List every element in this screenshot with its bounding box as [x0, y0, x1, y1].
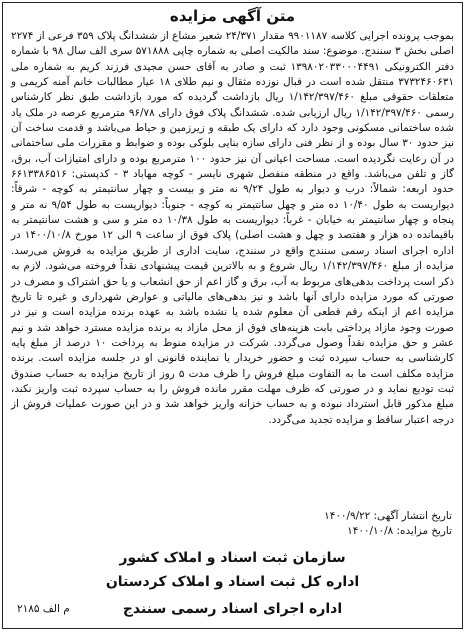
auction-date: تاریخ مزایده: ۱۴۰۰/۱۰/۸ [347, 525, 452, 537]
org-name-provincial: اداره کل ثبت اسناد و املاک کردستان [105, 574, 360, 590]
publish-date: تاریخ انتشار آگهی: ۱۴۰۰/۹/۲۲ [324, 510, 452, 522]
notice-dates [324, 509, 452, 539]
notice-frame [2, 2, 463, 629]
org-name-office: اداره اجرای اسناد رسمی سنندج [122, 601, 343, 617]
org-name-national: سازمان ثبت اسناد و املاک کشور [119, 550, 346, 566]
notice-body: بموجب پرونده اجرایی کلاسه ۹۹۰۱۱۸۷ مقدار ۲۴/۳۷۱ شعیر مشاع از ششدانگ پلاک ۳۵۹ فرعی از ۲۲۷۴ اصلی بخش ۳ سنندج. موضوع: سند مالکیت اصلی به شماره چاپی ۵۷۱۸۸۸ سری الف سال ۹۸ با شماره دفتر الکترونیکی ۱۳۹۸۰۲۰۳۳۰۰۰۴۴۹۱ ثبت و صادر به آقای حسن مجیدی فرزند کریم به شماره ملی ۳۷۳۲۴۶۰۶۳۱ منتقل شده است در قبال نوزده مثقال و نیم طلای ۱۸ عیار مطالبات خانم آمنه کریمی و متعلقات حقوقی مبلغ ۱/۱۴۲/۳۹۷/۴۶۰ ریال بازداشت گردیده که مورد بازداشت طبق نظر کارشناس رسمی ۱/۱۴۲/۳۹۷/۴۶۰ ریال ارزیابی شده. ششدانگ پلاک فوق دارای ۹۶/۷۸ مترمربع عرصه در ملک یاد شده ساختمانی مسکونی وجود دارد که دارای یک طبقه و زیرزمین و حیاط می‌باشد و قدمت ساخت آن نیز حدود ۳۰ سال بوده و از نظر فنی دارای سازه بنایی بلوکی بوده و ضوابط و مقررات ملی ساختمانی در آن رعایت نگردیده است. مساحت اعیانی آن نیز حدود ۱۰۰ مترمربع بوده و دارای امتیازات آب، برق، گاز و تلفن می‌باشد. واقع در منطقه منفصل شهری نایسر - کوچه مهاباد ۳ - کدپستی: ۶۶۱۳۳۸۶۵۱۶ حدود اربعه: شمالاً: درب و دیوار به طول ۹/۲۴ نه متر و بیست و چهار سانتیمتر به کوچه - شرقاً: دیواریست به طول ۱۰/۴۰ ده متر و چهل سانتیمتر به کوچه - جنوباً: دیواریست به طول ۹/۵۴ نه متر و پنجاه و چهار سانتیمتر به خیابان - غرباً: دیواریست به طول ۱۰/۳۸ ده متر و سی و هشت سانتیمتر به باقیمانده ده هزار و هفتصد و چهل و هشت اصلی) پلاک فوق از ساعت ۹ الی ۱۲ مورخ ۱۴۰۰/۱۰/۸ در اداره اجرای اسناد رسمی سنندج واقع در سنندج، سایت اداری از طریق مزایده به فروش می‌رسد. مزایده از مبلغ ۱/۱۴۲/۳۹۷/۴۶۰ ریال شروع و به بالاترین قیمت پیشنهادی نقداً فروخته می‌شود. لازم به ذکر است پرداخت بدهی‌های مربوط به آب، برق و گاز اعم از حق انشعاب و یا حق اشتراک و مصرف در صورتی که مورد مزایده دارای آنها باشد و نیز بدهی‌های مالیاتی و عوارض شهرداری و غیره تا تاریخ مزایده اعم از اینکه رقم قطعی آن معلوم شده یا نشده باشد به عهده برنده مزایده است و نیز در صورت وجود مازاد پرداختی بابت هزینه‌های فوق از محل مازاد به برنده مزایده مسترد خواهد شد و نیم عشر و حق مزایده نقداً وصول می‌گردد. شرکت در مزایده منوط به پرداخت ۱۰ درصد از مبلغ پایه کارشناسی به حساب سپرده ثبت و حضور خریدار یا نماینده قانونی او در جلسه مزایده است. برنده مزایده مکلف است ما به التفاوت مبلغ فروش را ظرف مدت ۵ روز از تاریخ مزایده به حساب صندوق ثبت تودیع نماید و در صورتی که ظرف مهلت مقرر مانده فروش را به حساب سپرده ثبت واریز نکند، مبلغ مذکور قابل استرداد نبوده و به حساب خزانه واریز خواهد شد و در این صورت عملیات فروش از درجه اعتبار ساقط و مزایده تجدید می‌گردد. [11, 30, 455, 426]
reference-number: م الف ۲۱۸۵ [17, 603, 70, 615]
notice-title: متن آگهی مزایده [169, 7, 296, 25]
